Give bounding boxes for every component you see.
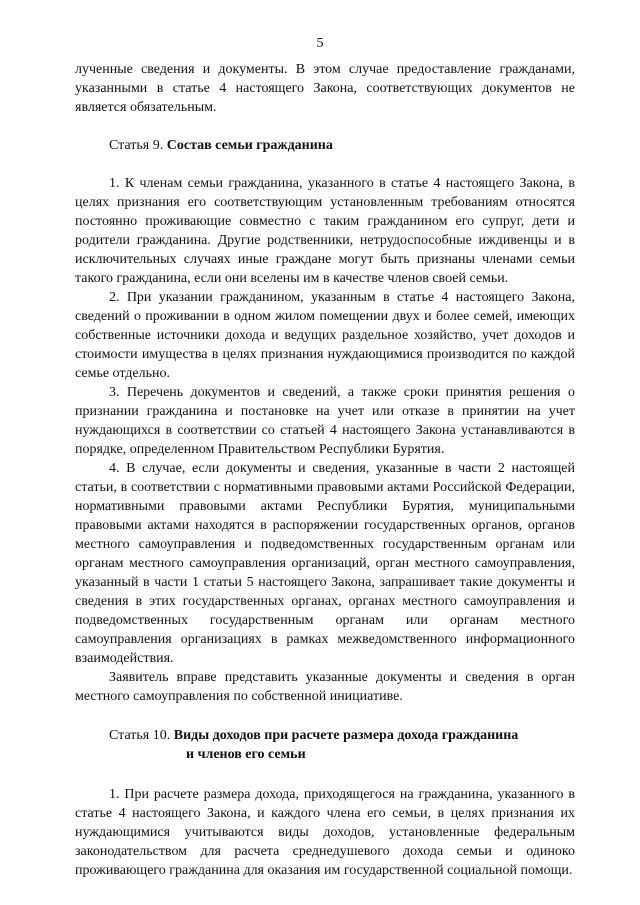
article-10-title-line-2: и членов его семьи bbox=[186, 747, 306, 762]
article-9-number: Статья 9. bbox=[109, 138, 164, 153]
article-10-paragraph-1: 1. При расчете размера дохода, приходящегося на гражданина, указанного в статье 4 настоящего Закона, и каждого члена его семьи, в целях признания их нуждающимися учитываются виды доходов, установленные федеральным законодательством для расчета среднедушевого дохода семьи и одиноко проживающего гражданина для оказания им государственной социальной помощи. bbox=[75, 787, 575, 878]
article-9-paragraph-2: 2. При указании гражданином, указанным в статье 4 настоящего Закона, сведений о проживании в одном жилом помещении двух и более семей, имеющих собственные источники дохода и ведущих раздельное хозяйство, учет доходов и стоимости имущества в целях признания нуждающимися производится по каждой семье отдельно. bbox=[75, 290, 575, 381]
article-9-paragraph-5: Заявитель вправе представить указанные документы и сведения в орган местного самоуправления по собственной инициативе. bbox=[75, 670, 575, 704]
article-10-title-line-1: Виды доходов при расчете размера дохода гражданина bbox=[173, 728, 519, 743]
article-10-heading bbox=[75, 726, 575, 764]
intro-paragraph: лученные сведения и документы. В этом случае предоставление гражданами, указанными в статье 4 настоящего Закона, соответствующих документов не является обязательным. bbox=[75, 62, 575, 115]
article-9-paragraph-1: 1. К членам семьи гражданина, указанного в статье 4 настоящего Закона, в целях признания его соответствующим установленным требованиям относятся постоянно проживающие совместно с таким гражданином его супруг, дети и родители гражданина. Другие родственники, нетрудоспособные иждивенцы и в исключительных случаях иные граждане могут быть признаны членами семьи такого гражданина, если они вселены им в качестве членов своей семьи. bbox=[75, 176, 575, 286]
article-9-paragraph-4: 4. В случае, если документы и сведения, указанные в части 2 настоящей статьи, в соответствии с нормативными правовыми актами Российской Федерации, нормативными правовыми актами Республики Бурятия, муниципальными правовыми актами находятся в распоряжении государственных органов, органов местного самоуправления и подведомственных государственным органам или органам местного самоуправления организаций, орган местного самоуправления, указанный в части 1 статьи 5 настоящего Закона, запрашивает такие документы и сведения в этих государственных органах, органах местного самоуправления и подведомственных государственным органам или органам местного самоуправления организациях в рамках межведомственного информационного взаимодействия. bbox=[75, 461, 575, 666]
article-9-title: Состав семьи гражданина bbox=[166, 138, 333, 153]
page-content bbox=[75, 60, 575, 880]
article-10-number: Статья 10. bbox=[109, 728, 171, 743]
article-9-paragraph-3: 3. Перечень документов и сведений, а также сроки принятия решения о признании гражданина и постановке на учет или отказе в принятии на учет нуждающихся в соответствии со статьей 4 настоящего Закона устанавливаются в порядке, определенном Правительством Республики Бурятия. bbox=[75, 385, 575, 457]
article-9-heading bbox=[75, 136, 575, 155]
page-number: 5 bbox=[316, 36, 324, 51]
